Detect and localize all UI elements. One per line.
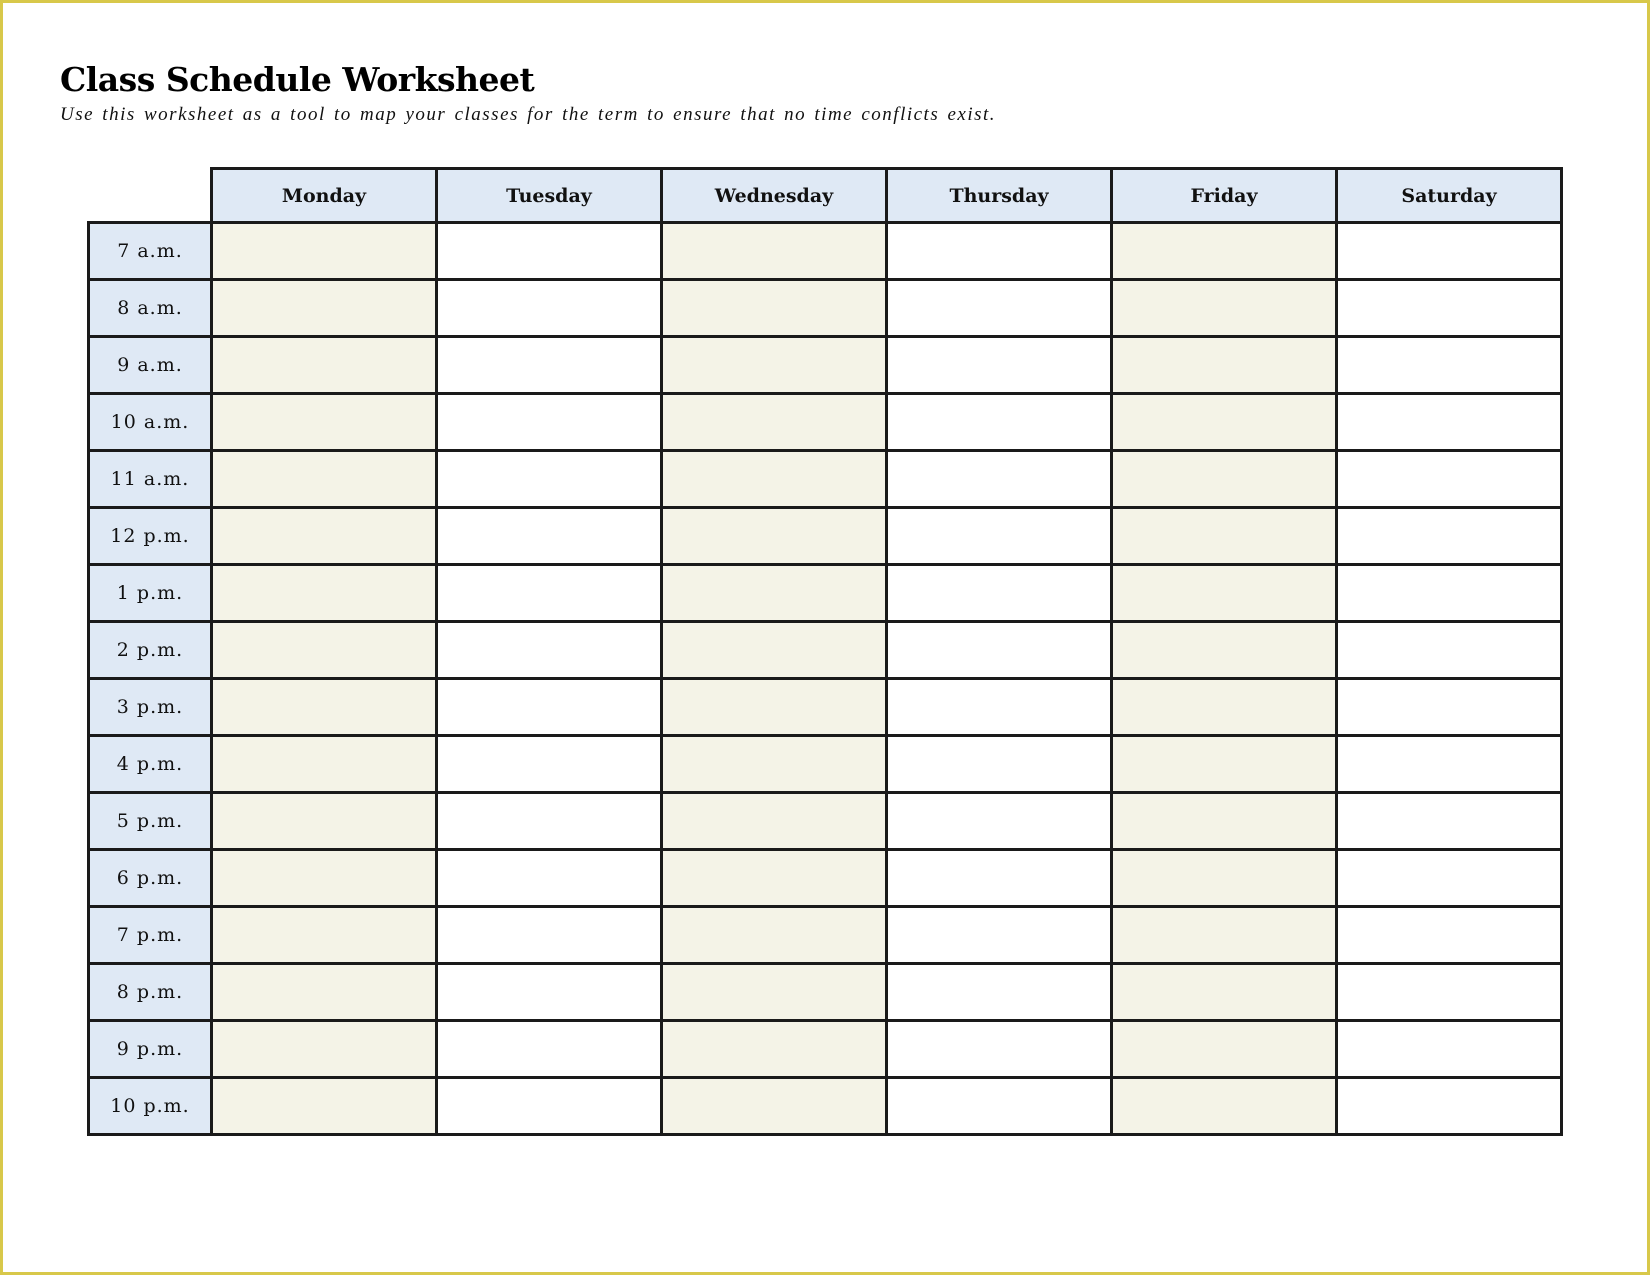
time-label: 10 a.m. bbox=[89, 394, 212, 451]
time-rows bbox=[89, 223, 1562, 1135]
slot-friday[interactable] bbox=[1112, 1078, 1337, 1135]
slot-monday[interactable] bbox=[212, 850, 437, 907]
day-header-row bbox=[89, 169, 1562, 223]
slot-friday[interactable] bbox=[1112, 337, 1337, 394]
slot-thursday[interactable] bbox=[887, 679, 1112, 736]
time-row bbox=[89, 280, 1562, 337]
slot-monday[interactable] bbox=[212, 451, 437, 508]
slot-friday[interactable] bbox=[1112, 793, 1337, 850]
slot-saturday[interactable] bbox=[1337, 964, 1562, 1021]
slot-tuesday[interactable] bbox=[437, 508, 662, 565]
slot-monday[interactable] bbox=[212, 337, 437, 394]
slot-thursday[interactable] bbox=[887, 850, 1112, 907]
slot-wednesday[interactable] bbox=[662, 964, 887, 1021]
slot-monday[interactable] bbox=[212, 907, 437, 964]
slot-thursday[interactable] bbox=[887, 736, 1112, 793]
slot-thursday[interactable] bbox=[887, 223, 1112, 280]
time-label: 7 p.m. bbox=[89, 907, 212, 964]
slot-tuesday[interactable] bbox=[437, 1021, 662, 1078]
time-row bbox=[89, 679, 1562, 736]
day-header-thursday: Thursday bbox=[887, 169, 1112, 223]
slot-thursday[interactable] bbox=[887, 337, 1112, 394]
time-label: 11 a.m. bbox=[89, 451, 212, 508]
time-row bbox=[89, 793, 1562, 850]
slot-tuesday[interactable] bbox=[437, 964, 662, 1021]
slot-tuesday[interactable] bbox=[437, 1078, 662, 1135]
slot-saturday[interactable] bbox=[1337, 280, 1562, 337]
time-row bbox=[89, 394, 1562, 451]
slot-tuesday[interactable] bbox=[437, 394, 662, 451]
slot-saturday[interactable] bbox=[1337, 793, 1562, 850]
slot-tuesday[interactable] bbox=[437, 337, 662, 394]
slot-monday[interactable] bbox=[212, 964, 437, 1021]
schedule-grid bbox=[87, 167, 1563, 1136]
slot-wednesday[interactable] bbox=[662, 337, 887, 394]
day-header-friday: Friday bbox=[1112, 169, 1337, 223]
time-label: 8 p.m. bbox=[89, 964, 212, 1021]
slot-thursday[interactable] bbox=[887, 622, 1112, 679]
slot-friday[interactable] bbox=[1112, 964, 1337, 1021]
time-label: 7 a.m. bbox=[89, 223, 212, 280]
slot-wednesday[interactable] bbox=[662, 679, 887, 736]
time-row bbox=[89, 622, 1562, 679]
slot-saturday[interactable] bbox=[1337, 508, 1562, 565]
slot-tuesday[interactable] bbox=[437, 565, 662, 622]
slot-thursday[interactable] bbox=[887, 280, 1112, 337]
slot-tuesday[interactable] bbox=[437, 679, 662, 736]
time-label: 6 p.m. bbox=[89, 850, 212, 907]
day-header-wednesday: Wednesday bbox=[662, 169, 887, 223]
slot-wednesday[interactable] bbox=[662, 394, 887, 451]
time-row bbox=[89, 451, 1562, 508]
slot-monday[interactable] bbox=[212, 394, 437, 451]
slot-wednesday[interactable] bbox=[662, 622, 887, 679]
time-row bbox=[89, 223, 1562, 280]
slot-tuesday[interactable] bbox=[437, 622, 662, 679]
slot-monday[interactable] bbox=[212, 736, 437, 793]
page-title: Class Schedule Worksheet bbox=[60, 60, 535, 99]
slot-monday[interactable] bbox=[212, 223, 437, 280]
slot-tuesday[interactable] bbox=[437, 223, 662, 280]
time-label: 10 p.m. bbox=[89, 1078, 212, 1135]
slot-thursday[interactable] bbox=[887, 964, 1112, 1021]
slot-tuesday[interactable] bbox=[437, 280, 662, 337]
time-label: 1 p.m. bbox=[89, 565, 212, 622]
slot-wednesday[interactable] bbox=[662, 223, 887, 280]
slot-monday[interactable] bbox=[212, 280, 437, 337]
time-row bbox=[89, 907, 1562, 964]
slot-wednesday[interactable] bbox=[662, 736, 887, 793]
slot-saturday[interactable] bbox=[1337, 337, 1562, 394]
slot-friday[interactable] bbox=[1112, 907, 1337, 964]
slot-friday[interactable] bbox=[1112, 280, 1337, 337]
slot-friday[interactable] bbox=[1112, 223, 1337, 280]
slot-thursday[interactable] bbox=[887, 394, 1112, 451]
slot-friday[interactable] bbox=[1112, 679, 1337, 736]
slot-friday[interactable] bbox=[1112, 565, 1337, 622]
slot-tuesday[interactable] bbox=[437, 907, 662, 964]
time-row bbox=[89, 565, 1562, 622]
slot-wednesday[interactable] bbox=[662, 1021, 887, 1078]
time-label: 2 p.m. bbox=[89, 622, 212, 679]
page-subtitle: Use this worksheet as a tool to map your classes for the term to ensure that no time conflicts exist. bbox=[60, 104, 997, 125]
slot-tuesday[interactable] bbox=[437, 793, 662, 850]
slot-wednesday[interactable] bbox=[662, 907, 887, 964]
slot-wednesday[interactable] bbox=[662, 1078, 887, 1135]
slot-friday[interactable] bbox=[1112, 394, 1337, 451]
slot-friday[interactable] bbox=[1112, 850, 1337, 907]
slot-monday[interactable] bbox=[212, 565, 437, 622]
slot-saturday[interactable] bbox=[1337, 565, 1562, 622]
slot-monday[interactable] bbox=[212, 508, 437, 565]
time-label: 4 p.m. bbox=[89, 736, 212, 793]
slot-thursday[interactable] bbox=[887, 451, 1112, 508]
slot-tuesday[interactable] bbox=[437, 736, 662, 793]
slot-tuesday[interactable] bbox=[437, 850, 662, 907]
time-label: 9 p.m. bbox=[89, 1021, 212, 1078]
slot-tuesday[interactable] bbox=[437, 451, 662, 508]
slot-wednesday[interactable] bbox=[662, 850, 887, 907]
slot-thursday[interactable] bbox=[887, 508, 1112, 565]
time-row bbox=[89, 508, 1562, 565]
slot-wednesday[interactable] bbox=[662, 793, 887, 850]
slot-saturday[interactable] bbox=[1337, 622, 1562, 679]
time-label: 3 p.m. bbox=[89, 679, 212, 736]
slot-saturday[interactable] bbox=[1337, 1078, 1562, 1135]
time-label: 12 p.m. bbox=[89, 508, 212, 565]
slot-friday[interactable] bbox=[1112, 1021, 1337, 1078]
time-label: 9 a.m. bbox=[89, 337, 212, 394]
time-row bbox=[89, 1078, 1562, 1135]
slot-saturday[interactable] bbox=[1337, 394, 1562, 451]
slot-thursday[interactable] bbox=[887, 793, 1112, 850]
slot-wednesday[interactable] bbox=[662, 280, 887, 337]
slot-wednesday[interactable] bbox=[662, 451, 887, 508]
time-row bbox=[89, 337, 1562, 394]
slot-thursday[interactable] bbox=[887, 907, 1112, 964]
time-label: 8 a.m. bbox=[89, 280, 212, 337]
day-header-monday: Monday bbox=[212, 169, 437, 223]
slot-friday[interactable] bbox=[1112, 736, 1337, 793]
slot-thursday[interactable] bbox=[887, 1021, 1112, 1078]
day-header-saturday: Saturday bbox=[1337, 169, 1562, 223]
slot-thursday[interactable] bbox=[887, 565, 1112, 622]
slot-saturday[interactable] bbox=[1337, 1021, 1562, 1078]
time-row bbox=[89, 964, 1562, 1021]
slot-saturday[interactable] bbox=[1337, 907, 1562, 964]
time-row bbox=[89, 850, 1562, 907]
slot-monday[interactable] bbox=[212, 622, 437, 679]
slot-wednesday[interactable] bbox=[662, 565, 887, 622]
slot-friday[interactable] bbox=[1112, 622, 1337, 679]
slot-monday[interactable] bbox=[212, 793, 437, 850]
slot-thursday[interactable] bbox=[887, 1078, 1112, 1135]
slot-monday[interactable] bbox=[212, 1078, 437, 1135]
time-row bbox=[89, 736, 1562, 793]
slot-saturday[interactable] bbox=[1337, 736, 1562, 793]
slot-monday[interactable] bbox=[212, 1021, 437, 1078]
slot-wednesday[interactable] bbox=[662, 508, 887, 565]
slot-saturday[interactable] bbox=[1337, 223, 1562, 280]
slot-saturday[interactable] bbox=[1337, 850, 1562, 907]
corner-cell bbox=[89, 169, 212, 223]
slot-friday[interactable] bbox=[1112, 451, 1337, 508]
day-header-tuesday: Tuesday bbox=[437, 169, 662, 223]
time-label: 5 p.m. bbox=[89, 793, 212, 850]
time-row bbox=[89, 1021, 1562, 1078]
slot-monday[interactable] bbox=[212, 679, 437, 736]
slot-saturday[interactable] bbox=[1337, 451, 1562, 508]
slot-friday[interactable] bbox=[1112, 508, 1337, 565]
slot-saturday[interactable] bbox=[1337, 679, 1562, 736]
